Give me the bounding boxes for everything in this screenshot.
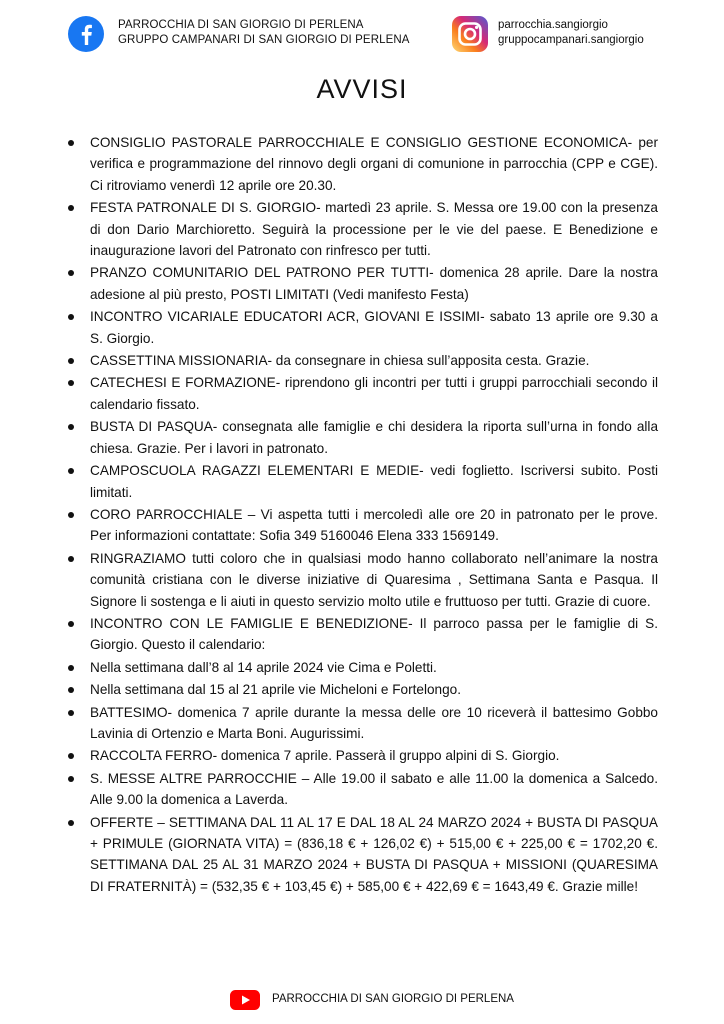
notice-item: CASSETTINA MISSIONARIA- da consegnare in chiesa sull’apposita cesta. Grazie. bbox=[60, 350, 658, 371]
page-footer bbox=[0, 988, 724, 1012]
parish-name: PARROCCHIA DI SAN GIORGIO DI PERLENA bbox=[118, 19, 364, 31]
header-right-text bbox=[498, 18, 644, 48]
notice-item: RACCOLTA FERRO- domenica 7 aprile. Passerà il gruppo alpini di S. Giorgio. bbox=[60, 745, 658, 766]
footer-parish-name: PARROCCHIA DI SAN GIORGIO DI PERLENA bbox=[272, 993, 514, 1005]
notice-item: S. MESSE ALTRE PARROCCHIE – Alle 19.00 il sabato e alle 11.00 la domenica a Salcedo. Alle 9.00 la domenica a Laverda. bbox=[60, 768, 658, 811]
instagram-handle-parish: parrocchia.sangiorgio bbox=[498, 19, 608, 31]
notice-item: CAMPOSCUOLA RAGAZZI ELEMENTARI E MEDIE- vedi foglietto. Iscriversi subito. Posti limitati. bbox=[60, 460, 658, 503]
notice-item: Nella settimana dal 15 al 21 aprile vie Micheloni e Fortelongo. bbox=[60, 679, 658, 700]
page-title: AVVISI bbox=[316, 74, 408, 104]
notice-item: FESTA PATRONALE DI S. GIORGIO- martedì 23 aprile. S. Messa ore 19.00 con la presenza di don Dario Marchioretto. Seguirà la processione per le vie del paese. E Benedizione e inaugurazione lavori del Patronato con rinfresco per tutti. bbox=[60, 197, 658, 261]
notice-item: INCONTRO CON LE FAMIGLIE E BENEDIZIONE- Il parroco passa per le famiglie di S. Giorgio. Questo il calendario: bbox=[60, 613, 658, 656]
facebook-icon[interactable] bbox=[68, 16, 104, 52]
notice-item: CORO PARROCCHIALE – Vi aspetta tutti i mercoledì alle ore 20 in patronato per le prove. Per informazioni contattate: Sofia 349 5160046 Elena 333 1569149. bbox=[60, 504, 658, 547]
notice-item: BATTESIMO- domenica 7 aprile durante la messa delle ore 10 riceverà il battesimo Gobbo Lavinia di Ortenzio e Marta Boni. Augurissimi. bbox=[60, 702, 658, 745]
instagram-icon[interactable] bbox=[452, 16, 488, 52]
notice-item: CATECHESI E FORMAZIONE- riprendono gli incontri per tutti i gruppi parrocchiali secondo il calendario fissato. bbox=[60, 372, 658, 415]
notice-item: Nella settimana dall’8 al 14 aprile 2024 vie Cima e Poletti. bbox=[60, 657, 658, 678]
header-left-text bbox=[118, 18, 410, 48]
instagram-handle-group: gruppocampanari.sangiorgio bbox=[498, 34, 644, 46]
bell-ringers-group: GRUPPO CAMPANARI DI SAN GIORGIO DI PERLENA bbox=[118, 34, 410, 46]
notice-item: OFFERTE – SETTIMANA DAL 11 AL 17 E DAL 18 AL 24 MARZO 2024 + BUSTA DI PASQUA + PRIMULE (GIORNATA VITA) = (836,18 € + 126,02 €) + 515,00 € + 225,00 € = 1702,20 €. SETTIMANA DAL 25 AL 31 MARZO 2024 + BUSTA DI PASQUA + MISSIONI (QUARESIMA DI FRATERNITÀ) = (532,35 € + 103,45 €) + 585,00 € + 422,69 € = 1643,49 €. Grazie mille! bbox=[60, 812, 658, 898]
notice-item: INCONTRO VICARIALE EDUCATORI ACR, GIOVANI E ISSIMI- sabato 13 aprile ore 9.30 a S. Giorgio. bbox=[60, 306, 658, 349]
youtube-icon[interactable] bbox=[230, 990, 260, 1010]
notice-item: BUSTA DI PASQUA- consegnata alle famiglie e chi desidera la riporta sull’urna in fondo alla chiesa. Grazie. Per i lavori in patronato. bbox=[60, 416, 658, 459]
notice-item: PRANZO COMUNITARIO DEL PATRONO PER TUTTI- domenica 28 aprile. Dare la nostra adesione al più presto, POSTI LIMITATI (Vedi manifesto Festa) bbox=[60, 262, 658, 305]
page-header bbox=[0, 14, 724, 58]
notice-list bbox=[60, 132, 658, 898]
notice-item: CONSIGLIO PASTORALE PARROCCHIALE E CONSIGLIO GESTIONE ECONOMICA- per verifica e programmazione del rinnovo degli organi di comunione in parrocchia (CPP e CGE). Ci ritroviamo venerdì 12 aprile ore 20.30. bbox=[60, 132, 658, 196]
notice-item: RINGRAZIAMO tutti coloro che in qualsiasi modo hanno collaborato nell’animare la nostra comunità cristiana con le diverse iniziative di Quaresima , Settimana Santa e Pasqua. Il Signore li sostenga e li aiuti in questo servizio molto utile e fruttuoso per tutti. Grazie di cuore. bbox=[60, 548, 658, 612]
